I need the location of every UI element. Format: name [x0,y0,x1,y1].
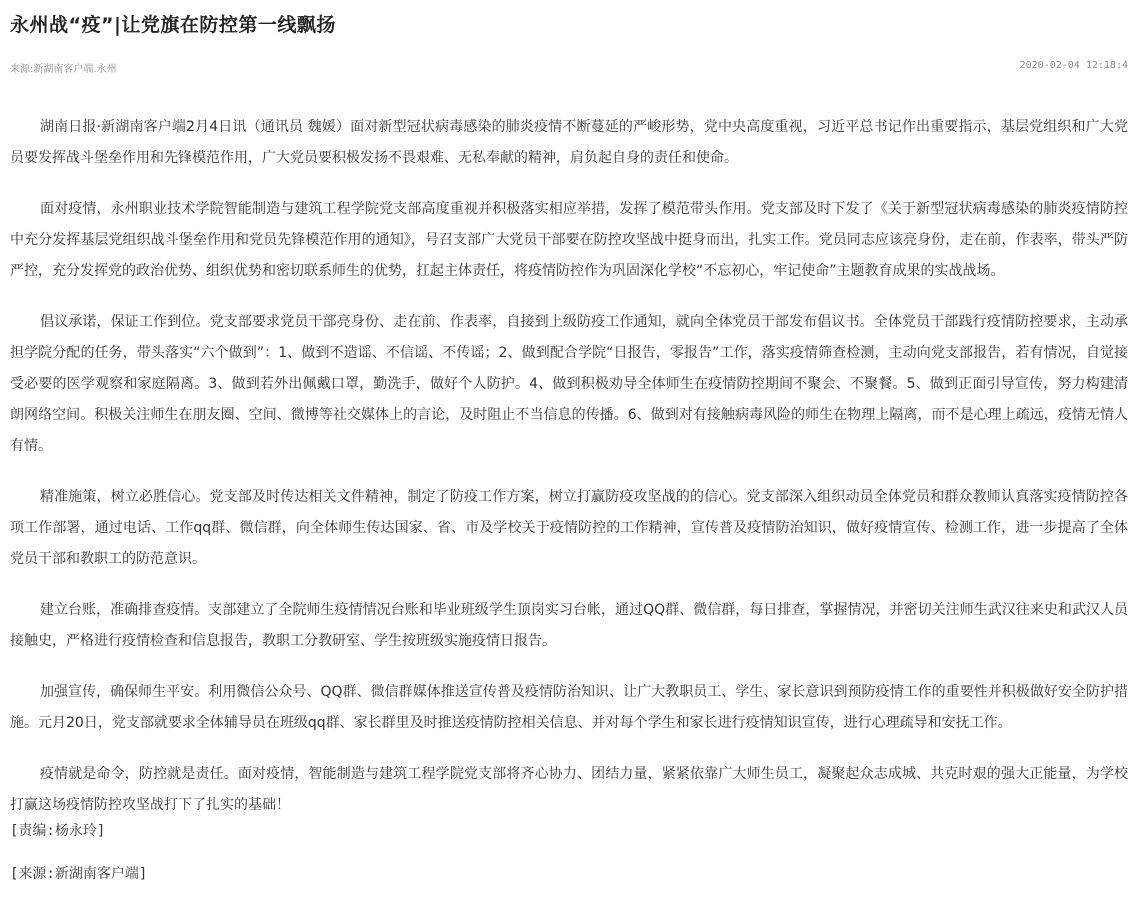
article-body [10,112,1128,841]
article-paragraph: 湖南日报·新湖南客户端2月4日讯（通讯员 魏媛）面对新型冠状病毒感染的肺炎疫情不断蔓延的严峻形势，党中央高度重视，习近平总书记作出重要指示，基层党组织和广大党员要发挥战斗堡垒作用和先锋模范作用，广大党员要积极发扬不畏艰难、无私奉献的精神，肩负起自身的责任和使命。 [10,119,1128,166]
article-title: 永州战“疫”|让党旗在防控第一线飘扬 [10,14,336,36]
article-paragraph: 面对疫情，永州职业技术学院智能制造与建筑工程学院党支部高度重视并积极落实相应举措，发挥了模范带头作用。党支部及时下发了《关于新型冠状病毒感染的肺炎疫情防控中充分发挥基层党组织战斗堡垒作用和党员先锋模范作用的通知》，号召支部广大党员干部要在防控攻坚战中挺身而出，扎实工作。党员同志应该亮身份，走在前，作表率，带头严防严控，充分发挥党的政治优势、组织优势和密切联系师生的优势，扛起主体责任，将疫情防控作为巩固深化学校“不忘初心，牢记使命”主题教育成果的实战战场。 [10,201,1128,279]
article-datetime: 2020-02-04 12:18:4 [1019,60,1128,71]
article-paragraph: 疫情就是命令，防控就是责任。面对疫情，智能制造与建筑工程学院党支部将齐心协力、团结力量，紧紧依靠广大师生员工，凝聚起众志成城、共克时艰的强大正能量，为学校打赢这场疫情防控攻坚战打下了扎实的基础！ [10,766,1128,813]
article-paragraph: 精准施策，树立必胜信心。党支部及时传达相关文件精神，制定了防疫工作方案，树立打赢防疫攻坚战的的信心。党支部深入组织动员全体党员和群众教师认真落实疫情防控各项工作部署，通过电话、工作qq群、微信群，向全体师生传达国家、省、市及学校关于疫情防控的工作精神，宣传普及疫情防治知识，做好疫情宣传、检测工作，进一步提高了全体党员干部和教职工的防范意识。 [10,489,1128,567]
article-paragraph: 建立台账，准确排查疫情。支部建立了全院师生疫情情况台账和毕业班级学生顶岗实习台帐，通过QQ群、微信群，每日排查，掌握情况，并密切关注师生武汉往来史和武汉人员接触史，严格进行疫情检查和信息报告，教职工分教研室、学生按班级实施疫情日报告。 [10,602,1128,649]
article-paragraph: 倡议承诺，保证工作到位。党支部要求党员干部亮身份、走在前、作表率，自接到上级防疫工作通知，就向全体党员干部发布倡议书。全体党员干部践行疫情防控要求，主动承担学院分配的任务，带头落实“六个做到”：1、做到不造谣、不信谣、不传谣；2、做到配合学院“日报告，零报告”工作，落实疫情筛查检测，主动向党支部报告，若有情况，自觉接受必要的医学观察和家庭隔离。3、做到若外出佩戴口罩，勤洗手，做好个人防护。4、做到积极劝导全体师生在疫情防控期间不聚会、不聚餐。5、做到正面引导宣传，努力构建清朗网络空间。积极关注师生在朋友圈、空间、微博等社交媒体上的言论，及时阻止不当信息的传播。6、做到对有接触病毒风险的师生在物理上隔离，而不是心理上疏远，疫情无情人有情。 [10,314,1128,454]
article-paragraph: 加强宣传，确保师生平安。利用微信公众号、QQ群、微信群媒体推送宣传普及疫情防治知识、让广大教职员工、学生、家长意识到预防疫情工作的重要性并积极做好安全防护措施。元月20日，党支部就要求全体辅导员在班级qq群、家长群里及时推送疫情防控相关信息、并对每个学生和家长进行疫情知识宣传，进行心理疏导和安抚工作。 [10,684,1128,731]
editor-credit: [责编:杨永玲] [10,823,106,839]
source-credit: [来源:新湖南客户端] [10,866,148,882]
article-source: 来源:新湖南客户端.永州 [10,64,117,75]
